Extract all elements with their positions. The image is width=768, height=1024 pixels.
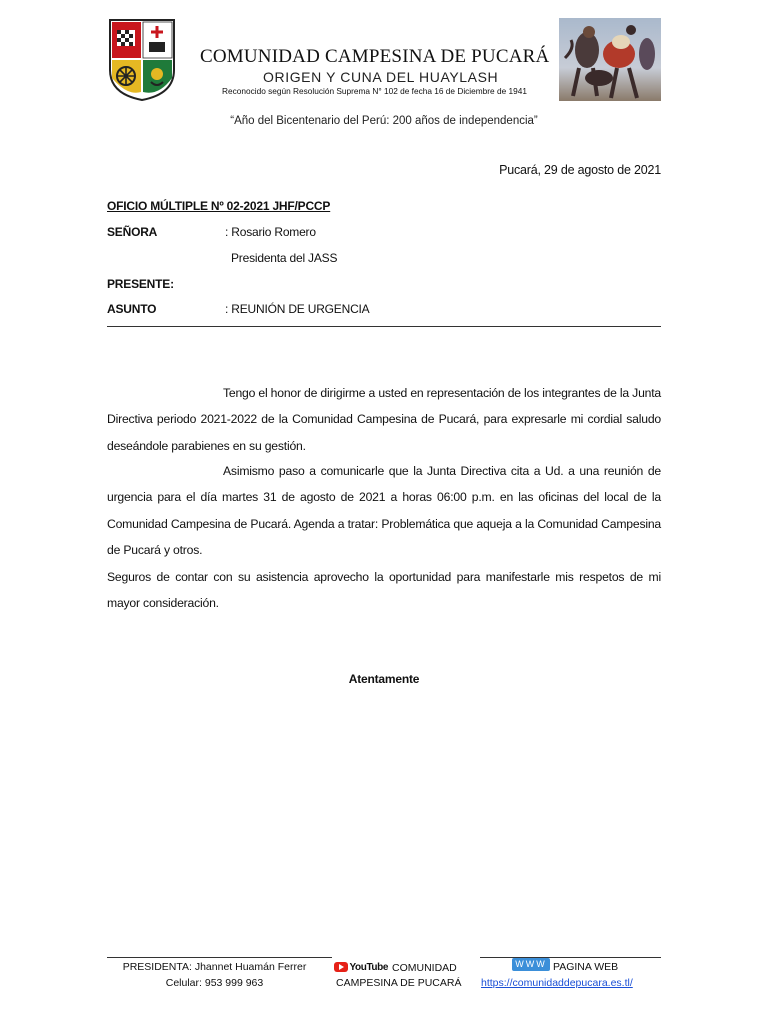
year-motto: “Año del Bicentenario del Perú: 200 años de independencia” — [230, 115, 538, 127]
www-globe-icon: WWW — [512, 958, 550, 971]
subject-value: : REUNIÓN DE URGENCIA — [225, 302, 370, 316]
body-paragraph-3: Seguros de contar con su asistencia aprovecho la oportunidad para manifestarle mis respetos de mi mayor consideración. — [107, 570, 661, 611]
closing: Atentamente — [348, 672, 420, 686]
youtube-play-icon — [334, 962, 348, 972]
community-line-2: CAMPESINA DE PUCARÁ — [336, 977, 462, 989]
president-name: PRESIDENTA: Jhannet Huamán Ferrer — [122, 961, 307, 973]
website-link[interactable]: https://comunidaddepucara.es.tl/ — [481, 977, 633, 989]
community-line-1: COMUNIDAD — [392, 962, 457, 974]
youtube-wordmark: YouTube — [349, 961, 388, 973]
president-phone: Celular: 953 999 963 — [165, 977, 264, 989]
document-reference: OFICIO MÚLTIPLE Nº 02-2021 JHF/PCCP — [107, 199, 331, 213]
organization-name: COMUNIDAD CAMPESINA DE PUCARÁ — [200, 46, 550, 67]
body-paragraph-1: Tengo el honor de dirigirme a usted en representación de los integrantes de la Junta Directiva periodo 2021-2022 de la Comunidad Campesina de Pucará, para expresarle mi cordial saludo deseándole parabienes en su gestión. — [107, 386, 661, 453]
youtube-logo-icon[interactable] — [334, 960, 388, 974]
coat-of-arms-icon — [107, 18, 177, 102]
organization-tagline: ORIGEN Y CUNA DEL HUAYLASH — [263, 69, 499, 85]
legal-recognition: Reconocido según Resolución Suprema N° 102 de fecha 16 de Diciembre de 1941 — [222, 86, 527, 96]
body-paragraph-2: Asimismo paso a comunicarle que la Junta Directiva cita a Ud. a una reunión de urgencia para el día martes 31 de agosto de 2021 a horas 06:00 p.m. en las oficinas del local de la Comunidad Campesina de Pucará. Agenda a tratar: Problemática que aqueja a la Comunidad Campesina de Pucará y otros. — [107, 464, 661, 558]
recipient-name: : Rosario Romero — [225, 225, 316, 239]
divider — [107, 326, 661, 327]
recipient-role: Presidenta del JASS — [231, 251, 338, 265]
web-label: PAGINA WEB — [553, 961, 619, 973]
recipient-label: SEÑORA — [107, 225, 158, 239]
footer-divider-left — [107, 957, 332, 958]
subject-label: ASUNTO — [107, 302, 157, 316]
presente-label: PRESENTE: — [107, 277, 174, 291]
footer-divider-right — [480, 957, 661, 958]
letter-date: Pucará, 29 de agosto de 2021 — [499, 163, 661, 177]
